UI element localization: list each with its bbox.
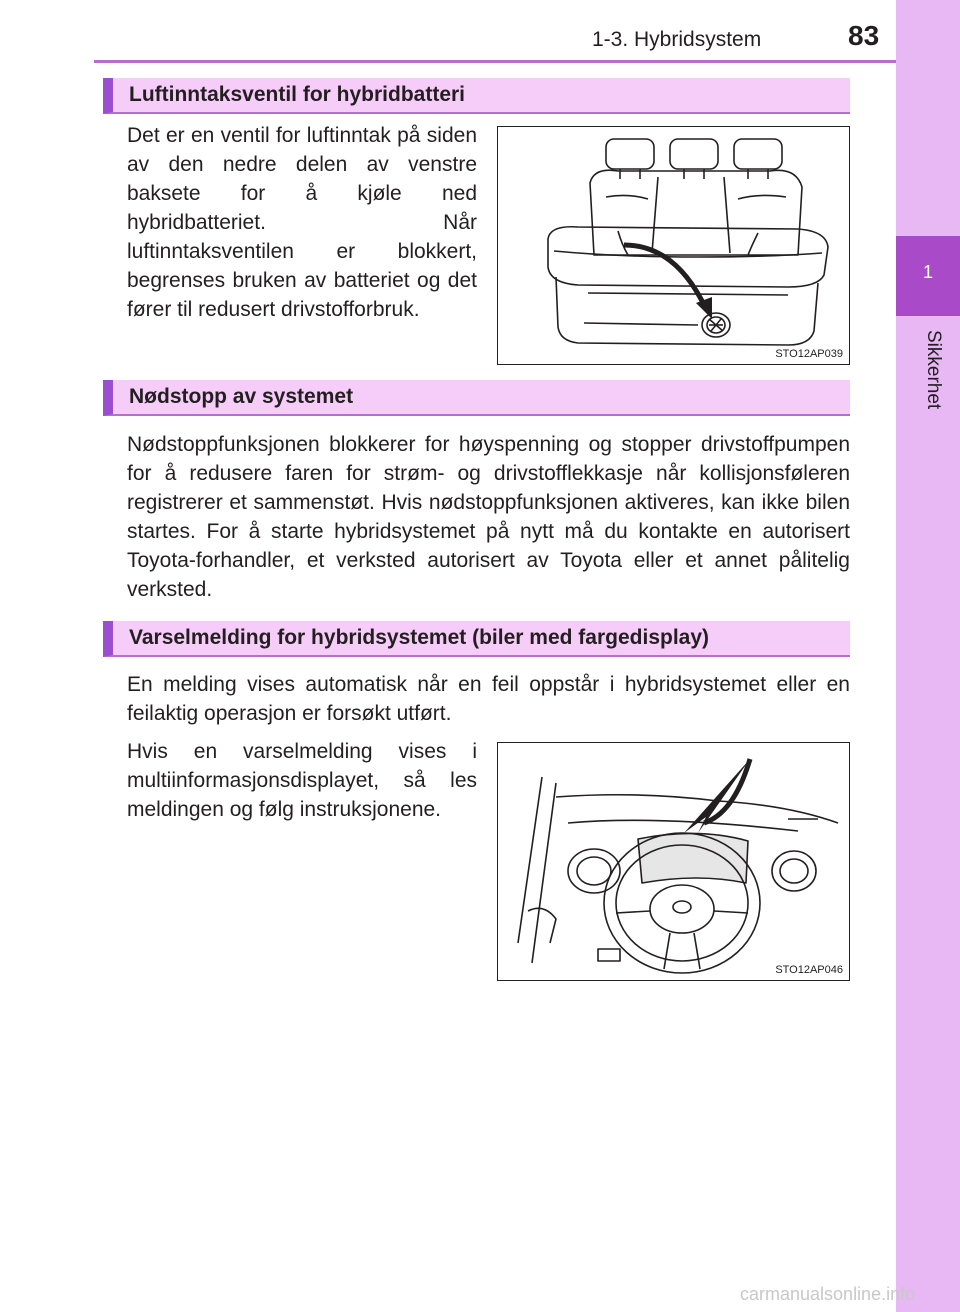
figure-dashboard-display xyxy=(497,742,850,981)
footer-watermark: carmanualsonline.info xyxy=(740,1284,916,1304)
paragraph-warning-instructions: Hvis en varselmelding vises i multiinformasjonsdisplayet, så les meldingen og følg instruksjonene. xyxy=(127,740,477,821)
side-chapter-number: 1 xyxy=(922,262,933,282)
side-chapter-label: Sikkerhet xyxy=(923,330,944,410)
figure-code-rear-seat: STO12AP039 xyxy=(775,348,843,360)
figure-code-dashboard: STO12AP046 xyxy=(775,964,843,976)
section-heading-air-intake: Luftinntaksventil for hybridbatteri xyxy=(103,78,850,114)
paragraph-emergency-stop: Nødstoppfunksjonen blokkerer for høyspenning og stopper drivstoffpumpen for å redusere faren for strøm- og drivstofflekkasje når kollisjonsføleren registrerer et sammenstøt. Hvis nødstoppfunksjonen aktiveres, kan ikke bilen startes. For å starte hybridsystemet på nytt må du kontakte en autorisert Toyota-forhandler, et verksted autorisert av Toyota eller et annet pålitelig verksted. xyxy=(127,433,850,601)
section-heading-emergency-stop: Nødstopp av systemet xyxy=(103,380,850,416)
header-section-title: 1-3. Hybridsystem xyxy=(592,28,762,51)
dashboard-illustration xyxy=(498,743,849,980)
paragraph-air-intake: Det er en ventil for luftinntak på siden av den nedre delen av venstre baksete for å kjøle ned hybridbatteriet. Når luftinntaksventilen er blokkert, begrenses bruken av batteriet og det fører til redusert drivstofforbruk. xyxy=(127,124,477,321)
paragraph-warning-message: En melding vises automatisk når en feil oppstår i hybridsystemet eller en feilaktig operasjon er forsøkt utført. xyxy=(127,673,850,725)
header-divider xyxy=(94,60,896,63)
figure-rear-seat-vent xyxy=(497,126,850,365)
section-heading-warning-message: Varselmelding for hybridsystemet (biler med fargedisplay) xyxy=(103,621,850,657)
page-number: 83 xyxy=(848,20,880,51)
side-thumb-strip xyxy=(896,0,960,1312)
rear-seat-illustration xyxy=(498,127,849,364)
